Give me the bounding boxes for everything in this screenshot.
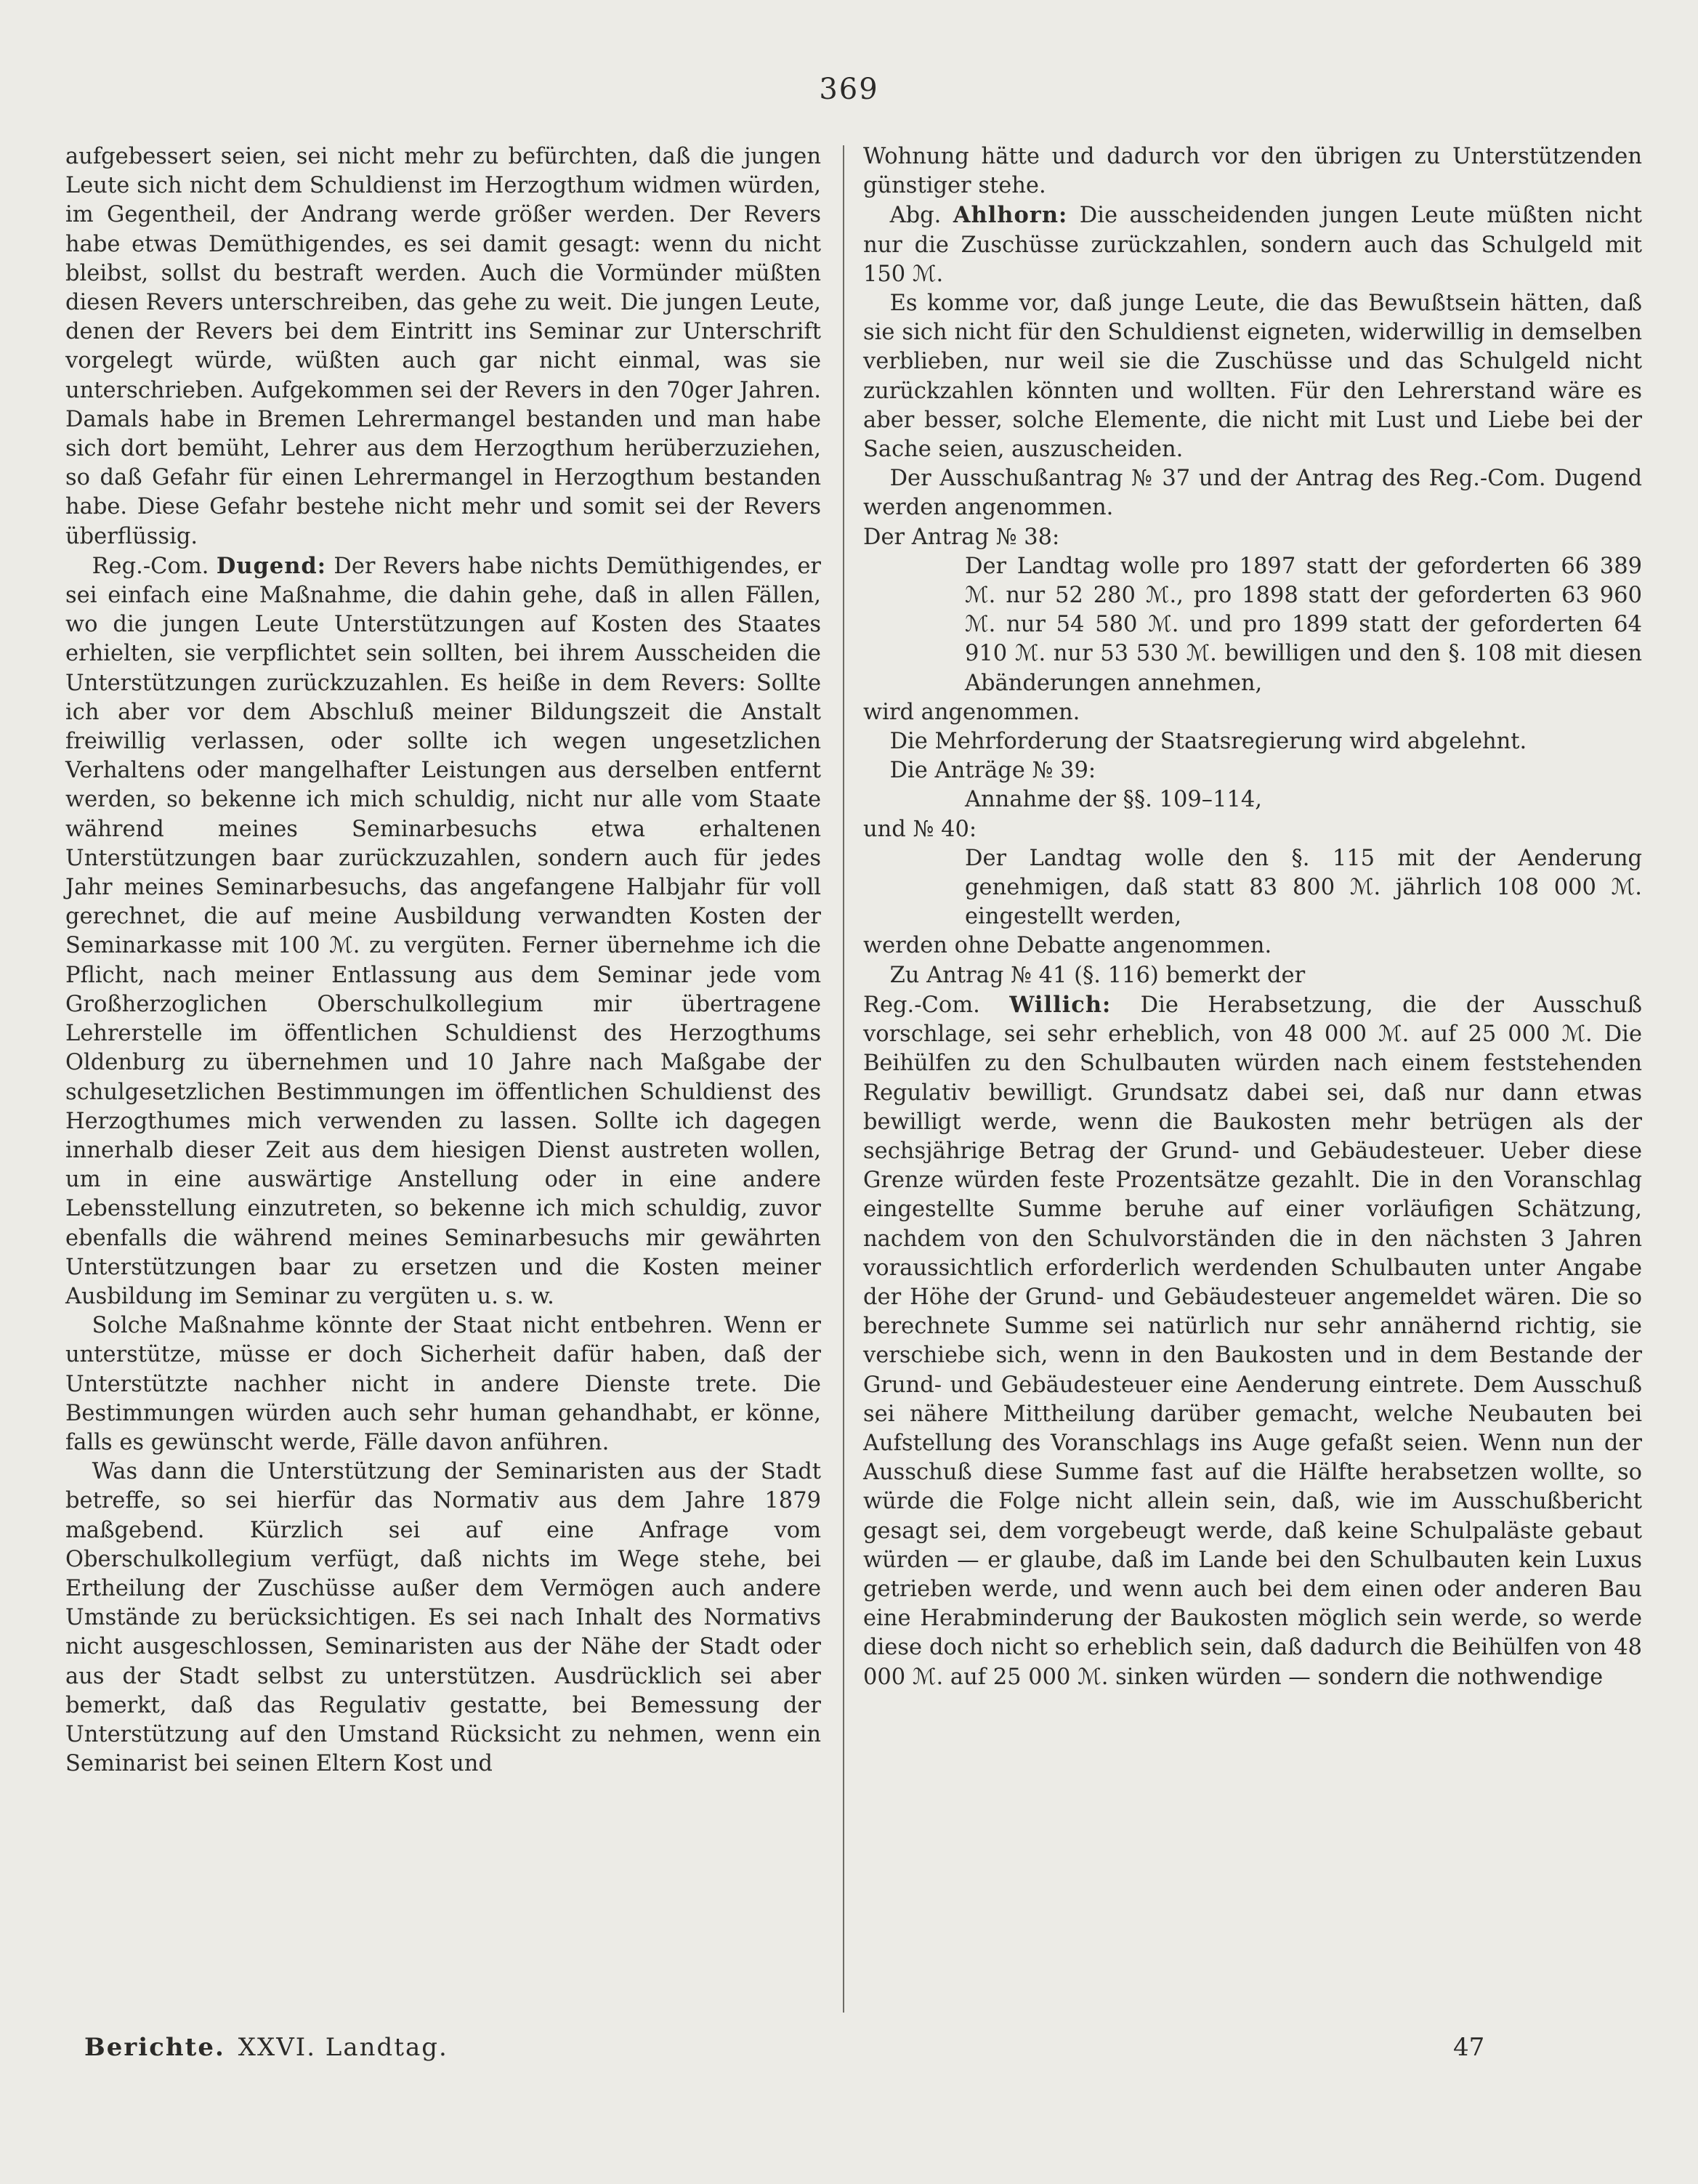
- paragraph-text: Es komme vor, daß junge Leute, die das Bewußtsein hätten, daß sie sich nicht für den Schuldienst eigneten, widerwillig in demselben verblieben, nur weil sie die Zuschüsse und das Schulgeld nicht zurückzahlen könnten und wollten. Für den Lehrerstand wäre es aber besser, solche Elemente, die nicht mit Lust und Liebe bei der Sache seien, auszuscheiden.: [863, 291, 1642, 463]
- speaker-title: Reg.-Com.: [92, 553, 209, 579]
- paragraph: [65, 1311, 821, 1457]
- footer-title: [84, 2033, 448, 2062]
- paragraph-text: Der Ausschußantrag № 37 und der Antrag des Reg.-Com. Dugend werden angenommen.: [863, 466, 1642, 521]
- paragraph: [863, 961, 1642, 990]
- paragraph: [863, 727, 1642, 756]
- paragraph-text: Der Landtag wolle pro 1897 statt der geforderten 66 389 ℳ. nur 52 280 ℳ., pro 1898 statt der geforderten 63 960 ℳ. nur 54 580 ℳ. und pro 1899 statt der geforderten 64 910 ℳ. nur 53 530 ℳ. bewilligen und den §. 108 mit diesen Abänderungen annehmen,: [965, 553, 1642, 696]
- paragraph-text: Die Anträge № 39:: [889, 758, 1096, 784]
- motion-text: [965, 844, 1642, 932]
- paragraph-text: Zu Antrag № 41 (§. 116) bemerkt der: [889, 962, 1306, 988]
- paragraph-text: Der Antrag № 38:: [863, 524, 1060, 550]
- left-column: [65, 142, 821, 1779]
- paragraph: [863, 523, 1642, 552]
- footer-session: XXVI. Landtag.: [238, 2033, 448, 2062]
- motion-text: [965, 552, 1642, 698]
- speaker-name: Willich:: [1009, 991, 1112, 1018]
- paragraph-text: Die Mehrforderung der Staatsregierung wird abgelehnt.: [889, 729, 1527, 755]
- speaker-title: Reg.-Com.: [863, 992, 980, 1018]
- paragraph-text: Was dann die Unterstützung der Seminaristen aus der Stadt betreffe, so sei hierfür das Normativ aus dem Jahre 1879 maßgebend. Kürzlich sei auf eine Anfrage vom Oberschulkollegium verfügt, daß nichts im Wege stehe, bei Ertheilung der Zuschüsse außer dem Vermögen auch andere Umstände zu berücksichtigen. Es sei nach Inhalt des Normativs nicht ausgeschlossen, Seminaristen aus der Nähe der Stadt oder aus der Stadt selbst zu unterstützen. Ausdrücklich sei aber bemerkt, daß das Regulativ gestatte, bei Bemessung der Unterstützung auf den Umstand Rücksicht zu nehmen, wenn ein Seminarist bei seinen Eltern Kost und: [65, 1459, 821, 1777]
- paragraph-text: Der Landtag wolle den §. 115 mit der Aenderung genehmigen, daß statt 83 800 ℳ. jährlich 108 000 ℳ. eingestellt werden,: [965, 845, 1642, 930]
- paragraph: [863, 756, 1642, 785]
- paragraph: [863, 289, 1642, 464]
- paragraph-text: Annahme der §§. 109–114,: [965, 787, 1262, 813]
- paragraph-text: Solche Maßnahme könnte der Staat nicht entbehren. Wenn er unterstütze, müsse er doch Sicherheit dafür haben, daß der Unterstützte nachher nicht in andere Dienste trete. Die Bestimmungen würden auch sehr human gehandhabt, er könne, falls es gewünscht werde, Fälle davon anführen.: [65, 1313, 821, 1455]
- paragraph: [863, 931, 1642, 960]
- paragraph: [65, 1457, 821, 1779]
- footer-label: Berichte.: [84, 2033, 225, 2062]
- paragraph-text: werden ohne Debatte angenommen.: [863, 933, 1272, 959]
- footer-signature: 47: [1453, 2033, 1485, 2062]
- page-number: 369: [819, 73, 879, 106]
- paragraph: [863, 990, 1642, 1692]
- paragraph-text: Die ausscheidenden jungen Leute müßten nicht nur die Zuschüsse zurückzahlen, sondern auch das Schulgeld mit 150 ℳ.: [863, 203, 1643, 287]
- motion-text: [965, 785, 1642, 814]
- right-column: [863, 142, 1642, 1692]
- paragraph-text: Die Herabsetzung, die der Ausschuß vorschlage, sei sehr erheblich, von 48 000 ℳ. auf 25 000 ℳ. Die Beihülfen zu den Schulbauten würden nach einem feststehenden Regulativ bewilligt. Grundsatz dabei sei, daß nur dann etwas bewilligt werde, wenn die Baukosten mehr betrügen als der sechsjährige Betrag der Grund- und Gebäudesteuer. Ueber diese Grenze würden feste Prozentsätze gezahlt. Die in den Voranschlag eingestellte Summe beruhe auf einer vorläufigen Schätzung, nachdem von den Schulvorständen die in den nächsten 3 Jahren voraussichtlich erforderlich werdenden Schulbauten unter Angabe der Höhe der Grund- und Gebäudesteuer angemeldet wären. Die so berechnete Summe sei natürlich nur sehr annähernd richtig, sie verschiebe sich, wenn in den Baukosten und in dem Bestande der Grund- und Gebäudesteuer eine Aenderung eintrete. Dem Ausschuß sei nähere Mittheilung darüber gemacht, welche Neubauten bei Aufstellung des Voranschlags ins Auge gefaßt seien. Wenn nun der Ausschuß diese Summe fast auf die Hälfte herabsetzen wollte, so würde die Folge nicht allein sein, daß, wie im Ausschußbericht gesagt sei, dem vorgebeugt werde, daß keine Schulpaläste gebaut würden — er glaube, daß im Lande bei den Schulbauten kein Luxus getrieben werde, und wenn auch bei dem einen oder anderen Bau eine Herabminderung der Baukosten möglich sein werde, so werde diese doch nicht so erheblich sein, daß dadurch die Beihülfen von 48 000 ℳ. auf 25 000 ℳ. sinken würden — sondern die nothwendige: [863, 992, 1642, 1690]
- paragraph: [65, 551, 821, 1311]
- speaker-title: Abg.: [889, 203, 942, 229]
- speaker-name: Dugend:: [216, 552, 326, 579]
- speaker-name: Ahlhorn:: [953, 202, 1068, 229]
- paragraph-text: wird angenommen.: [863, 699, 1080, 725]
- paragraph: [863, 142, 1642, 201]
- paragraph-text: aufgebessert seien, sei nicht mehr zu befürchten, daß die jungen Leute sich nicht dem Schuldienst im Herzogthum widmen würden, im Gegentheil, der Andrang werde größer werden. Der Revers habe etwas Demüthigendes, es sei damit gesagt: wenn du nicht bleibst, sollst du bestraft werden. Auch die Vormünder müßten diesen Revers unterschreiben, das gehe zu weit. Die jungen Leute, denen der Revers bei dem Eintritt ins Seminar zur Unterschrift vorgelegt würde, wüßten auch gar nicht einmal, was sie unterschrieben. Aufgekommen sei der Revers in den 70ger Jahren. Damals habe in Bremen Lehrermangel bestanden und man habe sich dort bemüht, Lehrer aus dem Herzogthum herüberzuziehen, so daß Gefahr für einen Lehrermangel in Herzogthum bestanden habe. Diese Gefahr bestehe nicht mehr und somit sei der Revers überflüssig.: [65, 144, 821, 549]
- paragraph: [863, 815, 1642, 844]
- paragraph-text: und № 40:: [863, 816, 977, 842]
- paragraph: [863, 201, 1642, 289]
- paragraph-text: Wohnung hätte und dadurch vor den übrigen zu Unterstützenden günstiger stehe.: [863, 144, 1642, 199]
- column-divider: [843, 145, 844, 2013]
- paragraph: [65, 142, 821, 551]
- paragraph-text: Der Revers habe nichts Demüthigendes, er sei einfach eine Maßnahme, die dahin gehe, daß in allen Fällen, wo die jungen Leute Unterstützungen auf Kosten des Staates erhielten, sie verpflichtet sein sollten, bei ihrem Ausscheiden die Unterstützungen zurückzuzahlen. Es heiße in dem Revers: Sollte ich aber vor dem Abschluß meiner Bildungszeit die Anstalt freiwillig verlassen, oder sollte ich wegen ungesetzlichen Verhaltens oder mangelhafter Leistungen aus derselben entfernt werden, so bekenne ich mich schuldig, nicht nur alle vom Staate während meines Seminarbesuchs etwa erhaltenen Unterstützungen baar zurückzuzahlen, sondern auch für jedes Jahr meines Seminarbesuchs, das angefangene Halbjahr für voll gerechnet, die auf meine Ausbildung verwandten Kosten der Seminarkasse mit 100 ℳ. zu vergüten. Ferner übernehme ich die Pflicht, nach meiner Entlassung aus dem Seminar jede vom Großherzoglichen Oberschulkollegium mir übertragene Lehrerstelle im öffentlichen Schuldienst des Herzogthums Oldenburg zu übernehmen und 10 Jahre nach Maßgabe der schulgesetzlichen Bestimmungen im öffentlichen Schuldienst des Herzogthumes mich verwenden zu lassen. Sollte ich dagegen innerhalb dieser Zeit aus dem hiesigen Dienst austreten wollen, um in eine auswärtige Anstellung oder in eine andere Lebensstellung einzutreten, so bekenne ich mich schuldig, zuvor ebenfalls die während meines Seminarbesuchs mir gewährten Unterstützungen baar zu ersetzen und die Kosten meiner Ausbildung im Seminar zu vergüten u. s. w.: [65, 553, 822, 1309]
- paragraph: [863, 698, 1642, 727]
- paragraph: [863, 464, 1642, 522]
